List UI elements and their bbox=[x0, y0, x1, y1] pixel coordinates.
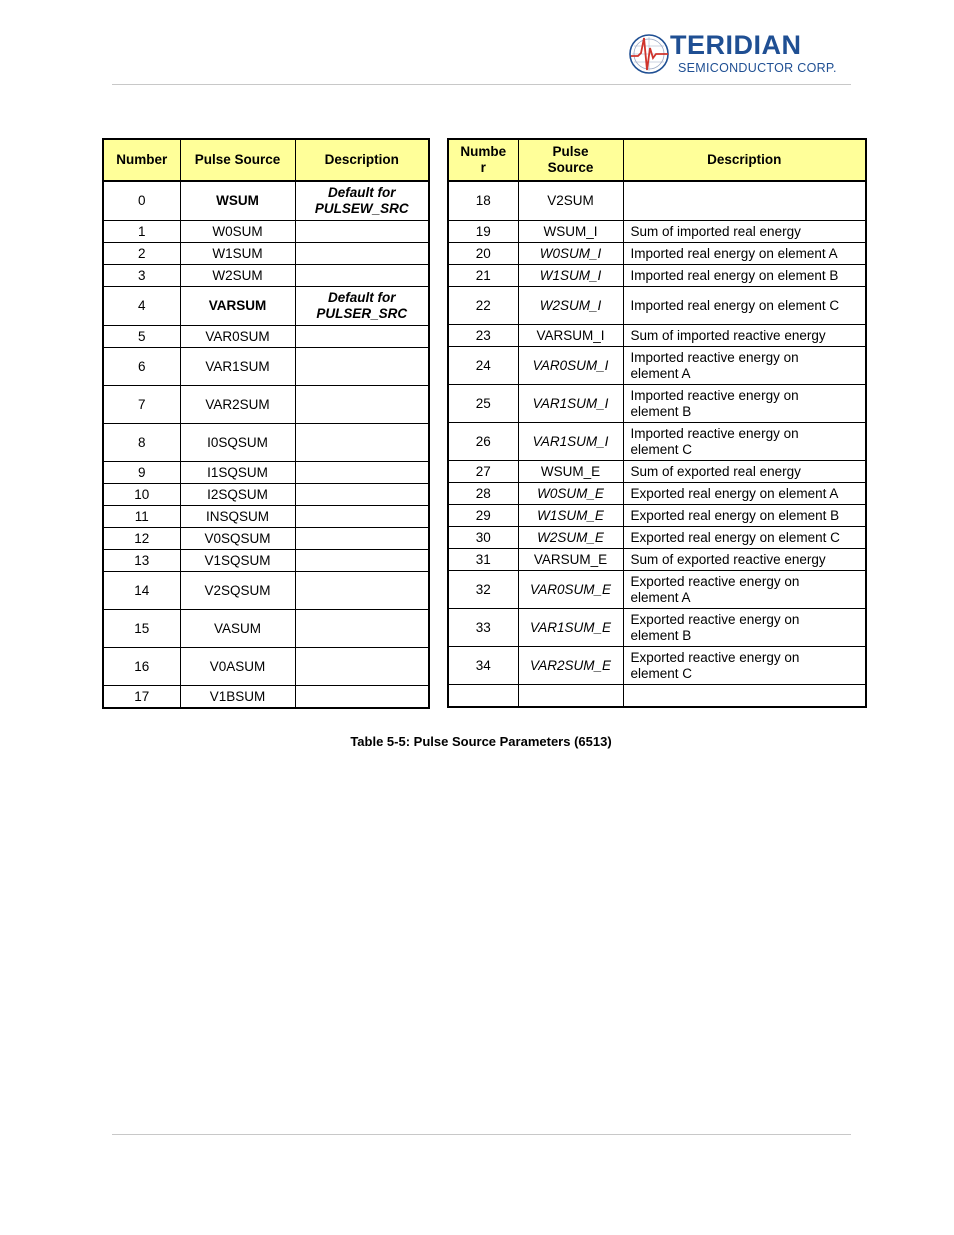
cell-number: 8 bbox=[103, 424, 180, 462]
table-row bbox=[448, 347, 866, 385]
description-line-1: Exported real energy on element A bbox=[630, 485, 839, 501]
cell-number: 19 bbox=[448, 221, 518, 243]
cell-description bbox=[295, 326, 429, 348]
cell-pulse-source: W1SUM_I bbox=[518, 265, 623, 287]
cell-number: 13 bbox=[103, 550, 180, 572]
cell-description bbox=[623, 505, 866, 527]
logo-subtitle: SEMICONDUCTOR CORP. bbox=[678, 61, 837, 75]
cell-number: 15 bbox=[103, 610, 180, 648]
table-row bbox=[103, 462, 429, 484]
cell-description bbox=[295, 386, 429, 424]
cell-pulse-source: I2SQSUM bbox=[180, 484, 295, 506]
cell-pulse-source: W0SUM bbox=[180, 221, 295, 243]
cell-number: 20 bbox=[448, 243, 518, 265]
cell-number: 5 bbox=[103, 326, 180, 348]
footer-rule bbox=[112, 1134, 851, 1135]
col-header-description: Description bbox=[295, 139, 429, 181]
cell-pulse-source: W1SUM bbox=[180, 243, 295, 265]
cell-description bbox=[623, 181, 866, 221]
table-row bbox=[103, 572, 429, 610]
cell-description bbox=[623, 647, 866, 685]
cell-description bbox=[623, 325, 866, 347]
cell-description bbox=[623, 347, 866, 385]
table-row bbox=[103, 287, 429, 326]
cell-description bbox=[623, 571, 866, 609]
cell-number bbox=[448, 685, 518, 708]
table-row bbox=[103, 243, 429, 265]
cell-description bbox=[623, 423, 866, 461]
table-row bbox=[103, 686, 429, 709]
description-line-1: Imported reactive energy on bbox=[630, 387, 799, 403]
description-line-1: Exported real energy on element C bbox=[630, 529, 840, 545]
cell-description bbox=[295, 243, 429, 265]
teridian-logo-icon bbox=[628, 32, 670, 76]
cell-pulse-source: VAR0SUM bbox=[180, 326, 295, 348]
cell-number: 14 bbox=[103, 572, 180, 610]
table-row bbox=[448, 571, 866, 609]
table-row bbox=[103, 506, 429, 528]
cell-description bbox=[295, 484, 429, 506]
cell-pulse-source: WSUM bbox=[180, 181, 295, 221]
table-row bbox=[103, 484, 429, 506]
description-line-1: Sum of imported real energy bbox=[630, 223, 801, 239]
cell-pulse-source: W0SUM_E bbox=[518, 483, 623, 505]
cell-number: 3 bbox=[103, 265, 180, 287]
table-row bbox=[448, 181, 866, 221]
description-line-1: Imported reactive energy on bbox=[630, 349, 799, 365]
cell-description bbox=[295, 506, 429, 528]
cell-number: 25 bbox=[448, 385, 518, 423]
cell-description bbox=[295, 287, 429, 326]
table-row bbox=[103, 550, 429, 572]
description-line-1: Sum of exported reactive energy bbox=[630, 551, 826, 567]
cell-pulse-source: VAR1SUM_I bbox=[518, 423, 623, 461]
cell-number: 29 bbox=[448, 505, 518, 527]
cell-description bbox=[623, 461, 866, 483]
table-row bbox=[448, 385, 866, 423]
description-line-1: Imported real energy on element C bbox=[630, 297, 840, 313]
cell-number: 7 bbox=[103, 386, 180, 424]
table-row bbox=[103, 424, 429, 462]
cell-number: 31 bbox=[448, 549, 518, 571]
cell-number: 33 bbox=[448, 609, 518, 647]
cell-pulse-source: W2SUM_I bbox=[518, 287, 623, 325]
cell-pulse-source: VAR0SUM_I bbox=[518, 347, 623, 385]
description-line-1: Exported reactive energy on bbox=[630, 611, 800, 627]
description-line-2: element A bbox=[630, 365, 691, 381]
table-row bbox=[448, 609, 866, 647]
cell-description bbox=[295, 462, 429, 484]
description-line-2: PULSER_SRC bbox=[316, 306, 408, 321]
cell-pulse-source: W2SUM_E bbox=[518, 527, 623, 549]
description-line-1: Imported real energy on element B bbox=[630, 267, 839, 283]
table-row bbox=[448, 265, 866, 287]
cell-number: 6 bbox=[103, 348, 180, 386]
cell-description bbox=[623, 549, 866, 571]
description-line-2: element C bbox=[630, 665, 693, 681]
cell-number: 17 bbox=[103, 686, 180, 709]
cell-pulse-source: VAR1SUM bbox=[180, 348, 295, 386]
cell-description bbox=[295, 686, 429, 709]
cell-pulse-source: VAR1SUM_E bbox=[518, 609, 623, 647]
description-line-1: Imported real energy on element A bbox=[630, 245, 838, 261]
cell-pulse-source: V1SQSUM bbox=[180, 550, 295, 572]
table-caption: Table 5-5: Pulse Source Parameters (6513) bbox=[350, 734, 612, 749]
cell-number: 9 bbox=[103, 462, 180, 484]
cell-description bbox=[295, 610, 429, 648]
cell-pulse-source: INSQSUM bbox=[180, 506, 295, 528]
table-row bbox=[448, 527, 866, 549]
table-row bbox=[103, 528, 429, 550]
description-line-2: element C bbox=[630, 441, 693, 457]
cell-number: 10 bbox=[103, 484, 180, 506]
table-row bbox=[448, 243, 866, 265]
cell-description bbox=[295, 348, 429, 386]
cell-number: 24 bbox=[448, 347, 518, 385]
cell-number: 23 bbox=[448, 325, 518, 347]
cell-number: 26 bbox=[448, 423, 518, 461]
cell-description bbox=[623, 483, 866, 505]
cell-description bbox=[623, 685, 866, 708]
description-line-2: PULSEW_SRC bbox=[314, 201, 409, 216]
table-row bbox=[103, 610, 429, 648]
table-row bbox=[448, 461, 866, 483]
cell-description bbox=[295, 528, 429, 550]
cell-pulse-source: VAR2SUM bbox=[180, 386, 295, 424]
col-header-pulse-source: Pulse Source bbox=[180, 139, 295, 181]
cell-description bbox=[623, 287, 866, 325]
cell-number: 18 bbox=[448, 181, 518, 221]
cell-description bbox=[623, 385, 866, 423]
cell-pulse-source: W0SUM_I bbox=[518, 243, 623, 265]
cell-pulse-source bbox=[518, 685, 623, 708]
col-header-number: Numbe r bbox=[448, 139, 518, 181]
cell-number: 27 bbox=[448, 461, 518, 483]
cell-pulse-source: VARSUM bbox=[180, 287, 295, 326]
cell-pulse-source: VASUM bbox=[180, 610, 295, 648]
cell-number: 4 bbox=[103, 287, 180, 326]
table-header-row bbox=[103, 139, 429, 181]
description-line-1: Exported real energy on element B bbox=[630, 507, 840, 523]
table-row bbox=[448, 423, 866, 461]
cell-pulse-source: V0SQSUM bbox=[180, 528, 295, 550]
description-line-1: Exported reactive energy on bbox=[630, 573, 800, 589]
cell-pulse-source: VARSUM_I bbox=[518, 325, 623, 347]
description-line-1: Default for bbox=[328, 290, 396, 305]
cell-number: 1 bbox=[103, 221, 180, 243]
cell-number: 2 bbox=[103, 243, 180, 265]
table-row bbox=[103, 221, 429, 243]
cell-description bbox=[295, 424, 429, 462]
description-line-1: Exported reactive energy on bbox=[630, 649, 800, 665]
col-header-number: Number bbox=[103, 139, 180, 181]
logo-name: TERIDIAN bbox=[670, 30, 802, 60]
cell-number: 22 bbox=[448, 287, 518, 325]
teridian-logo bbox=[628, 30, 837, 80]
cell-pulse-source: V2SUM bbox=[518, 181, 623, 221]
cell-pulse-source: WSUM_E bbox=[518, 461, 623, 483]
pulse-source-table-right bbox=[447, 138, 867, 708]
cell-pulse-source: VAR0SUM_E bbox=[518, 571, 623, 609]
table-row bbox=[448, 483, 866, 505]
description-line-2: element B bbox=[630, 403, 692, 419]
cell-number: 30 bbox=[448, 527, 518, 549]
table-row bbox=[448, 221, 866, 243]
cell-number: 0 bbox=[103, 181, 180, 221]
table-row bbox=[448, 505, 866, 527]
table-row bbox=[103, 326, 429, 348]
table-row bbox=[103, 265, 429, 287]
cell-description bbox=[295, 221, 429, 243]
cell-description bbox=[623, 527, 866, 549]
cell-pulse-source: V1BSUM bbox=[180, 686, 295, 709]
cell-pulse-source: I1SQSUM bbox=[180, 462, 295, 484]
cell-number: 34 bbox=[448, 647, 518, 685]
header-rule bbox=[112, 84, 851, 85]
cell-pulse-source: V0ASUM bbox=[180, 648, 295, 686]
cell-pulse-source: WSUM_I bbox=[518, 221, 623, 243]
table-row bbox=[448, 287, 866, 325]
cell-pulse-source: VAR1SUM_I bbox=[518, 385, 623, 423]
cell-number: 16 bbox=[103, 648, 180, 686]
col-header-pulse-source: Pulse Source bbox=[518, 139, 623, 181]
description-line-1: Sum of exported real energy bbox=[630, 463, 801, 479]
cell-description bbox=[295, 265, 429, 287]
description-line-2: element B bbox=[630, 627, 692, 643]
table-row bbox=[103, 386, 429, 424]
table-row bbox=[448, 685, 866, 708]
description-line-1: Default for bbox=[328, 185, 396, 200]
cell-description bbox=[623, 265, 866, 287]
cell-pulse-source: V2SQSUM bbox=[180, 572, 295, 610]
col-header-description: Description bbox=[623, 139, 866, 181]
cell-pulse-source: I0SQSUM bbox=[180, 424, 295, 462]
description-line-1: Sum of imported reactive energy bbox=[630, 327, 826, 343]
cell-pulse-source: W2SUM bbox=[180, 265, 295, 287]
cell-number: 11 bbox=[103, 506, 180, 528]
cell-description bbox=[623, 243, 866, 265]
table-row bbox=[448, 325, 866, 347]
description-line-1: Imported reactive energy on bbox=[630, 425, 799, 441]
table-row bbox=[103, 648, 429, 686]
cell-number: 21 bbox=[448, 265, 518, 287]
cell-pulse-source: VAR2SUM_E bbox=[518, 647, 623, 685]
table-row bbox=[103, 181, 429, 221]
table-row bbox=[448, 647, 866, 685]
table-header-row bbox=[448, 139, 866, 181]
table-row bbox=[103, 348, 429, 386]
table-row bbox=[448, 549, 866, 571]
cell-number: 32 bbox=[448, 571, 518, 609]
cell-description bbox=[295, 550, 429, 572]
cell-description bbox=[295, 648, 429, 686]
pulse-source-table-left bbox=[102, 138, 430, 709]
cell-number: 12 bbox=[103, 528, 180, 550]
cell-description bbox=[623, 221, 866, 243]
cell-description bbox=[623, 609, 866, 647]
description-line-2: element A bbox=[630, 589, 691, 605]
cell-pulse-source: W1SUM_E bbox=[518, 505, 623, 527]
cell-number: 28 bbox=[448, 483, 518, 505]
cell-description bbox=[295, 181, 429, 221]
cell-description bbox=[295, 572, 429, 610]
cell-pulse-source: VARSUM_E bbox=[518, 549, 623, 571]
